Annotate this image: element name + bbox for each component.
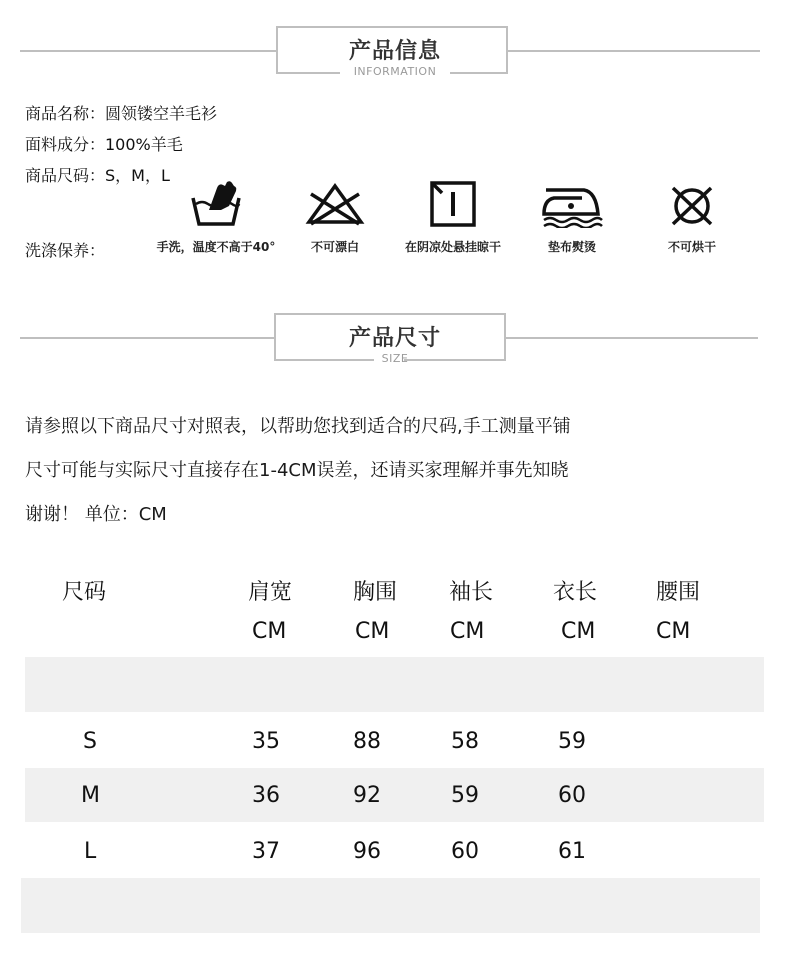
- size-note-line-3: 谢谢！ 单位：CM: [25, 504, 167, 525]
- info-section-title: 产品信息: [348, 39, 441, 64]
- care-item-iron-with-cloth: [507, 180, 637, 255]
- info-section-header: [0, 26, 790, 86]
- product-material: 面料成分：100%羊毛: [25, 135, 183, 154]
- table-cell-shoulder: 36: [252, 783, 280, 808]
- care-caption-iron-with-cloth: 垫布熨烫: [547, 240, 596, 254]
- table-unit-waist: CM: [656, 619, 691, 644]
- table-cell-sleeve: 58: [451, 729, 479, 754]
- table-cell-length: 61: [558, 839, 586, 864]
- product-sizes: 商品尺码：S，M，L: [25, 166, 170, 185]
- info-section-subtitle: INFORMATION: [353, 65, 437, 78]
- care-item-no-bleach: [270, 180, 400, 255]
- table-cell-sleeve: 59: [451, 783, 479, 808]
- table-header-size: 尺码: [62, 580, 107, 605]
- table-cell-length: 59: [558, 729, 586, 754]
- size-note-line-1: 请参照以下商品尺寸对照表，以帮助您找到适合的尺码,手工测量平铺: [25, 416, 571, 437]
- table-cell-chest: 88: [353, 729, 381, 754]
- table-header-length: 衣长: [553, 580, 598, 605]
- care-label: 洗涤保养：: [25, 241, 106, 260]
- care-caption-no-tumble-dry: 不可烘干: [667, 240, 716, 254]
- table-cell-shoulder: 37: [252, 839, 280, 864]
- size-section-subtitle: SIZE: [381, 352, 409, 365]
- table-unit-length: CM: [561, 619, 596, 644]
- size-section-header: [0, 313, 790, 373]
- table-cell-size: L: [84, 839, 97, 864]
- line-dry-shade-icon: [428, 180, 478, 228]
- care-item-hand-wash: [151, 180, 281, 255]
- table-header-sleeve: 袖长: [449, 580, 494, 605]
- table-header-chest: 胸围: [353, 580, 398, 605]
- table-cell-size: S: [83, 729, 97, 754]
- care-caption-hand-wash: 手洗，温度不高于40°: [156, 240, 276, 254]
- no-bleach-icon: [305, 180, 365, 228]
- table-cell-size: M: [81, 783, 100, 808]
- care-item-no-tumble-dry: [627, 180, 757, 255]
- care-caption-line-dry-shade: 在阴凉处悬挂晾干: [404, 240, 501, 254]
- no-tumble-dry-icon: [665, 180, 719, 228]
- product-name: 商品名称：圆领镂空羊毛衫: [25, 104, 218, 123]
- table-unit-chest: CM: [355, 619, 390, 644]
- size-section-title: 产品尺寸: [348, 326, 441, 351]
- care-item-line-dry-shade: [388, 180, 518, 255]
- table-cell-length: 60: [558, 783, 586, 808]
- table-header-shoulder: 肩宽: [248, 580, 293, 605]
- table-band-row-m: [25, 768, 764, 822]
- table-cell-chest: 92: [353, 783, 381, 808]
- care-caption-no-bleach: 不可漂白: [310, 240, 359, 254]
- table-cell-shoulder: 35: [252, 729, 280, 754]
- table-header-waist: 腰围: [656, 580, 701, 605]
- table-unit-shoulder: CM: [252, 619, 287, 644]
- table-cell-sleeve: 60: [451, 839, 479, 864]
- table-cell-chest: 96: [353, 839, 381, 864]
- size-note-line-2: 尺寸可能与实际尺寸直接存在1-4CM误差，还请买家理解并事先知晓: [25, 460, 569, 481]
- table-unit-sleeve: CM: [450, 619, 485, 644]
- table-band-blank-bottom: [21, 878, 760, 933]
- iron-with-cloth-icon: [540, 180, 604, 228]
- hand-wash-icon: [189, 180, 243, 228]
- table-band-blank-top: [25, 657, 764, 712]
